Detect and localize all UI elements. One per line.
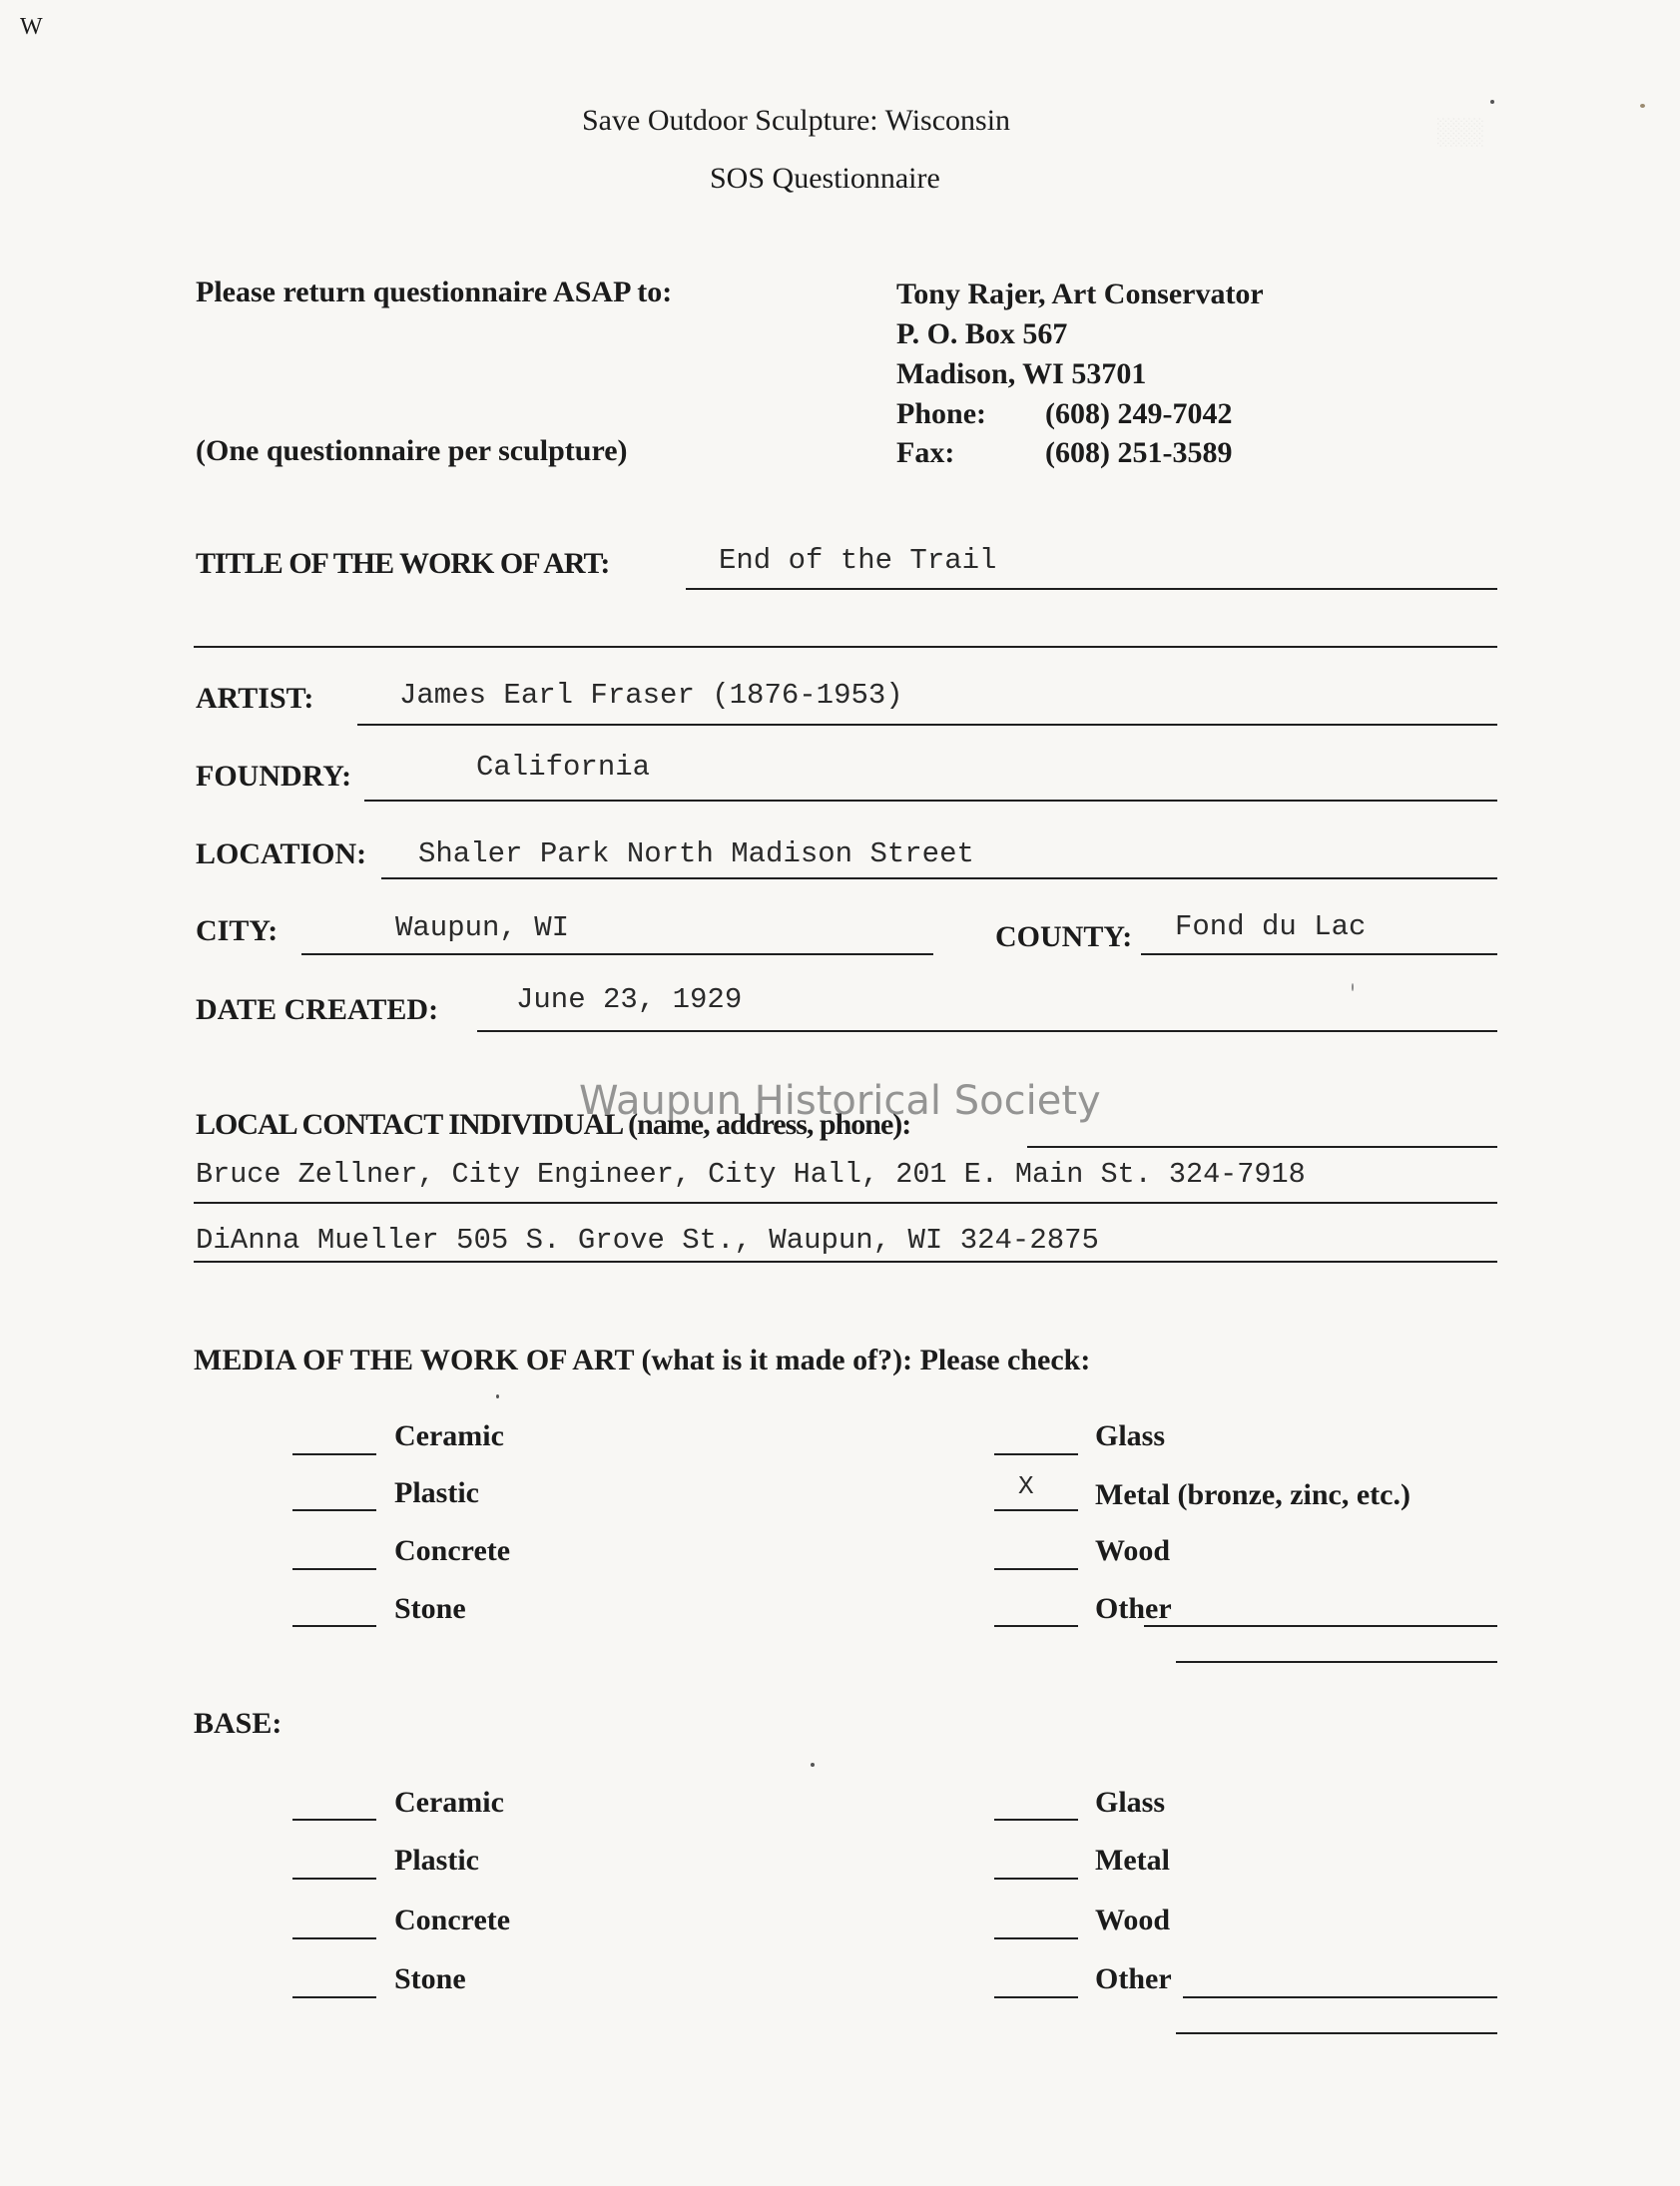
title-label: TITLE OF THE WORK OF ART: bbox=[196, 547, 610, 580]
location-value[interactable]: Shaler Park North Madison Street bbox=[418, 837, 974, 870]
address-line-name: Tony Rajer, Art Conservator bbox=[896, 277, 1264, 310]
base-glass-checkbox[interactable] bbox=[994, 1819, 1078, 1821]
ink-speck bbox=[496, 1394, 499, 1398]
foundry-label: FOUNDRY: bbox=[196, 760, 352, 793]
media-metal-label: Metal (bronze, zinc, etc.) bbox=[1095, 1478, 1410, 1511]
county-underline bbox=[1141, 953, 1497, 955]
base-wood-checkbox[interactable] bbox=[994, 1937, 1078, 1939]
base-concrete-label: Concrete bbox=[394, 1904, 511, 1936]
media-stone-checkbox[interactable] bbox=[292, 1625, 376, 1627]
media-other-checkbox[interactable] bbox=[994, 1625, 1078, 1627]
corner-mark: W bbox=[20, 14, 43, 40]
artist-value[interactable]: James Earl Fraser (1876-1953) bbox=[399, 679, 903, 712]
media-glass-label: Glass bbox=[1095, 1419, 1166, 1452]
title-underline bbox=[686, 588, 1497, 590]
foundry-underline bbox=[364, 800, 1497, 802]
base-other-label: Other bbox=[1095, 1962, 1172, 1995]
artist-underline bbox=[357, 724, 1497, 726]
county-value[interactable]: Fond du Lac bbox=[1175, 910, 1367, 943]
city-value[interactable]: Waupun, WI bbox=[395, 911, 570, 944]
base-other-underline bbox=[1183, 1996, 1497, 1998]
base-other-checkbox[interactable] bbox=[994, 1996, 1078, 1998]
location-label: LOCATION: bbox=[196, 837, 367, 870]
city-label: CITY: bbox=[196, 914, 279, 947]
address-line-city: Madison, WI 53701 bbox=[896, 357, 1147, 390]
media-other-underline bbox=[1144, 1625, 1497, 1627]
return-prompt: Please return questionnaire ASAP to: bbox=[196, 275, 673, 308]
date-created-value[interactable]: June 23, 1929 bbox=[516, 983, 743, 1016]
base-plastic-label: Plastic bbox=[394, 1844, 479, 1877]
base-ceramic-checkbox[interactable] bbox=[292, 1819, 376, 1821]
location-underline bbox=[381, 877, 1497, 879]
base-metal-checkbox[interactable] bbox=[994, 1878, 1078, 1880]
media-stone-label: Stone bbox=[394, 1592, 466, 1625]
media-ceramic-label: Ceramic bbox=[394, 1419, 504, 1452]
media-heading: MEDIA OF THE WORK OF ART (what is it made of?): Please check: bbox=[194, 1344, 1091, 1376]
ink-speck bbox=[1352, 983, 1354, 991]
city-underline bbox=[301, 953, 933, 955]
media-plastic-checkbox[interactable] bbox=[292, 1509, 376, 1511]
base-metal-label: Metal bbox=[1095, 1844, 1170, 1877]
base-heading: BASE: bbox=[194, 1707, 282, 1740]
base-stone-checkbox[interactable] bbox=[292, 1996, 376, 1998]
title-second-underline bbox=[194, 646, 1497, 648]
media-wood-checkbox[interactable] bbox=[994, 1568, 1078, 1570]
artist-label: ARTIST: bbox=[196, 682, 314, 715]
address-line-po-box: P. O. Box 567 bbox=[896, 317, 1068, 350]
media-concrete-checkbox[interactable] bbox=[292, 1568, 376, 1570]
ink-speck bbox=[1640, 104, 1645, 108]
contact-label: LOCAL CONTACT INDIVIDUAL (name, address, phone): bbox=[196, 1108, 911, 1141]
county-label: COUNTY: bbox=[995, 920, 1133, 953]
ink-speck bbox=[811, 1763, 815, 1767]
media-other-label: Other bbox=[1095, 1592, 1172, 1625]
base-other-second-underline bbox=[1176, 2032, 1497, 2034]
base-plastic-checkbox[interactable] bbox=[292, 1878, 376, 1880]
ink-speck bbox=[1490, 100, 1494, 104]
form-subtitle: SOS Questionnaire bbox=[710, 162, 940, 195]
media-metal-check-mark[interactable]: X bbox=[1018, 1471, 1034, 1501]
title-value[interactable]: End of the Trail bbox=[719, 544, 997, 577]
media-glass-checkbox[interactable] bbox=[994, 1453, 1078, 1455]
base-ceramic-label: Ceramic bbox=[394, 1786, 504, 1819]
date-created-label: DATE CREATED: bbox=[196, 993, 439, 1026]
media-metal-checkbox[interactable] bbox=[994, 1509, 1078, 1511]
bleed-through-text: ░░░ bbox=[1437, 118, 1484, 148]
phone-number: (608) 249-7042 bbox=[1045, 397, 1233, 430]
media-other-second-underline bbox=[1176, 1661, 1497, 1663]
media-concrete-label: Concrete bbox=[394, 1534, 511, 1567]
fax-number: (608) 251-3589 bbox=[1045, 436, 1233, 469]
media-ceramic-checkbox[interactable] bbox=[292, 1453, 376, 1455]
base-stone-label: Stone bbox=[394, 1962, 466, 1995]
media-plastic-label: Plastic bbox=[394, 1476, 479, 1509]
date-created-underline bbox=[477, 1030, 1497, 1032]
base-concrete-checkbox[interactable] bbox=[292, 1937, 376, 1939]
foundry-value[interactable]: California bbox=[476, 751, 651, 784]
one-per-sculpture-note: (One questionnaire per sculpture) bbox=[196, 434, 628, 467]
contact-line-2[interactable]: DiAnna Mueller 505 S. Grove St., Waupun, WI 324-2875 bbox=[196, 1224, 1099, 1257]
contact-line-1[interactable]: Bruce Zellner, City Engineer, City Hall, 201 E. Main St. 324-7918 bbox=[196, 1158, 1306, 1191]
contact-label-underline bbox=[1027, 1146, 1497, 1148]
base-wood-label: Wood bbox=[1095, 1904, 1171, 1936]
contact-line-1-underline bbox=[194, 1202, 1497, 1204]
phone-label: Phone: bbox=[896, 397, 986, 430]
contact-line-2-underline bbox=[194, 1261, 1497, 1263]
media-wood-label: Wood bbox=[1095, 1534, 1171, 1567]
watermark: Waupun Historical Society bbox=[579, 1078, 1101, 1124]
fax-label: Fax: bbox=[896, 436, 955, 469]
form-title: Save Outdoor Sculpture: Wisconsin bbox=[582, 104, 1011, 137]
base-glass-label: Glass bbox=[1095, 1786, 1166, 1819]
